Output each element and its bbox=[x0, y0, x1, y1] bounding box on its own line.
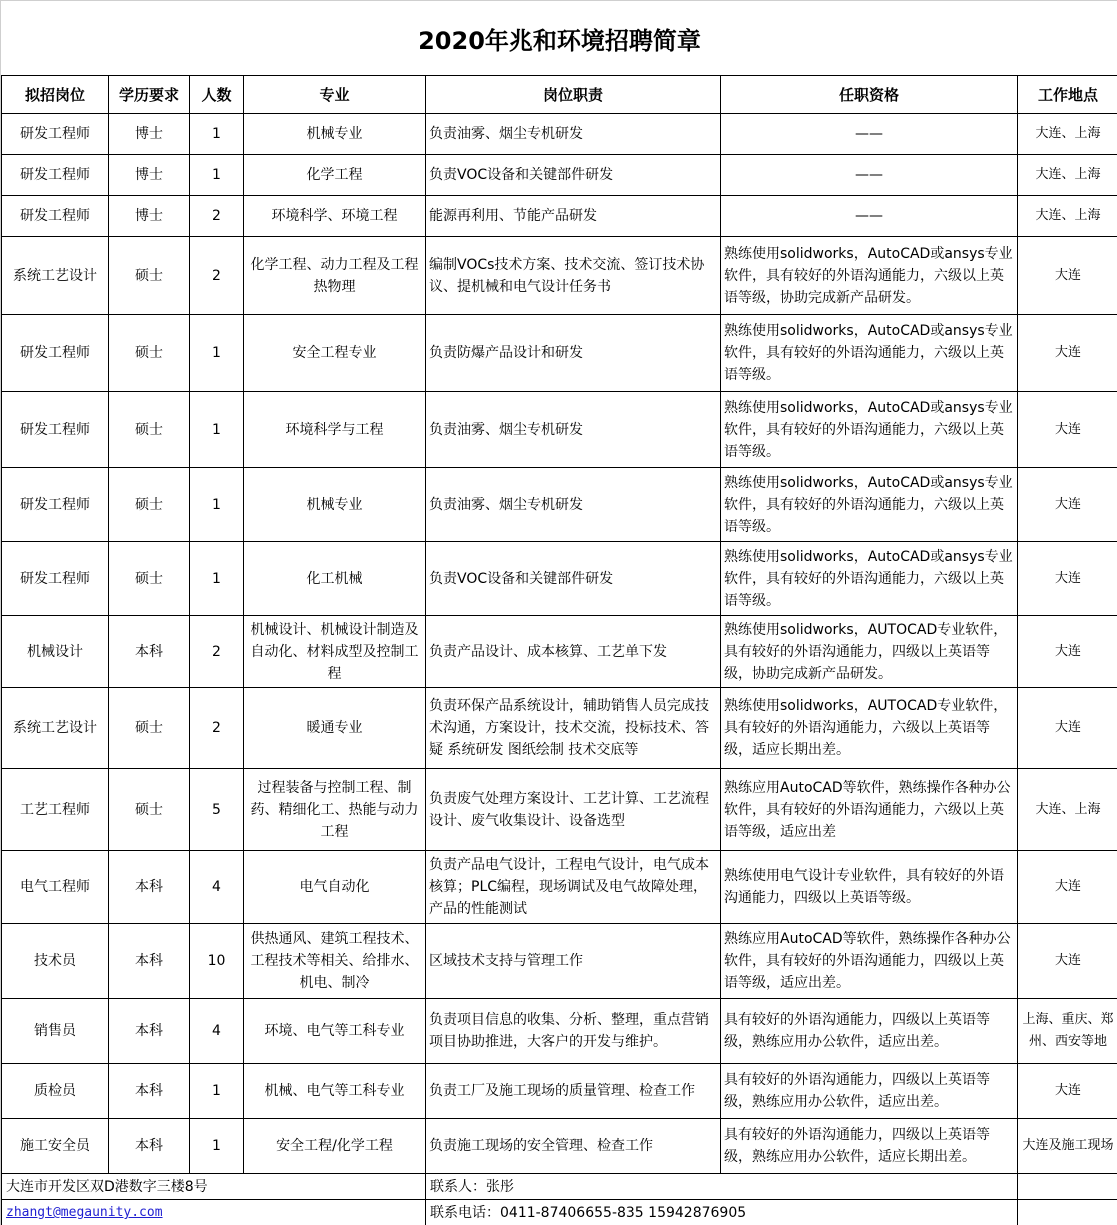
table-row bbox=[2, 196, 1117, 237]
cell-major: 机械专业 bbox=[244, 468, 426, 542]
column-header-major: 专业 bbox=[244, 76, 426, 114]
cell-location: 大连 bbox=[1018, 851, 1117, 924]
cell-major: 电气自动化 bbox=[244, 851, 426, 924]
cell-major: 机械专业 bbox=[244, 114, 426, 155]
empty-cell bbox=[1018, 1174, 1117, 1200]
cell-position: 研发工程师 bbox=[2, 114, 109, 155]
cell-qualification: —— bbox=[721, 155, 1018, 196]
cell-position: 研发工程师 bbox=[2, 196, 109, 237]
cell-major: 化工机械 bbox=[244, 542, 426, 616]
cell-location: 大连、上海 bbox=[1018, 155, 1117, 196]
cell-major: 环境科学与工程 bbox=[244, 392, 426, 468]
table-row bbox=[2, 999, 1117, 1064]
cell-duty: 负责产品电气设计，工程电气设计，电气成本核算；PLC编程，现场调试及电气故障处理，产品的性能测试 bbox=[426, 851, 721, 924]
table-row bbox=[2, 237, 1117, 315]
cell-degree: 本科 bbox=[109, 1119, 190, 1174]
column-header-duty: 岗位职责 bbox=[426, 76, 721, 114]
cell-location: 大连 bbox=[1018, 315, 1117, 392]
recruitment-table bbox=[1, 75, 1117, 1225]
cell-count: 1 bbox=[190, 155, 244, 196]
column-header-qualification: 任职资格 bbox=[721, 76, 1018, 114]
table-row bbox=[2, 542, 1117, 616]
contact-phone: 联系电话：0411-87406655-835 15942876905 bbox=[426, 1200, 1018, 1225]
footer-row-contact bbox=[2, 1200, 1117, 1225]
cell-degree: 本科 bbox=[109, 851, 190, 924]
cell-position: 质检员 bbox=[2, 1064, 109, 1119]
cell-count: 1 bbox=[190, 315, 244, 392]
contact-person: 联系人：张彤 bbox=[426, 1174, 1018, 1200]
cell-count: 1 bbox=[190, 1119, 244, 1174]
cell-count: 2 bbox=[190, 196, 244, 237]
cell-qualification: 熟练使用solidworks，AUTOCAD专业软件，具有较好的外语沟通能力，六级以上英语等级，适应长期出差。 bbox=[721, 688, 1018, 769]
cell-position: 研发工程师 bbox=[2, 155, 109, 196]
cell-qualification: 熟练使用solidworks，AutoCAD或ansys专业软件，具有较好的外语沟通能力，六级以上英语等级。 bbox=[721, 542, 1018, 616]
cell-count: 1 bbox=[190, 1064, 244, 1119]
cell-location: 大连及施工现场 bbox=[1018, 1119, 1117, 1174]
cell-duty: 负责油雾、烟尘专机研发 bbox=[426, 468, 721, 542]
cell-location: 大连、上海 bbox=[1018, 196, 1117, 237]
cell-location: 大连、上海 bbox=[1018, 114, 1117, 155]
cell-major: 过程装备与控制工程、制药、精细化工、热能与动力工程 bbox=[244, 769, 426, 851]
cell-count: 5 bbox=[190, 769, 244, 851]
cell-position: 系统工艺设计 bbox=[2, 237, 109, 315]
cell-major: 安全工程/化学工程 bbox=[244, 1119, 426, 1174]
cell-qualification: 熟练使用solidworks，AutoCAD或ansys专业软件，具有较好的外语沟通能力，六级以上英语等级。 bbox=[721, 315, 1018, 392]
footer-row-address bbox=[2, 1174, 1117, 1200]
cell-qualification: 熟练应用AutoCAD等软件，熟练操作各种办公软件，具有较好的外语沟通能力，六级以上英语等级，适应出差 bbox=[721, 769, 1018, 851]
cell-degree: 博士 bbox=[109, 196, 190, 237]
cell-qualification: 熟练使用solidworks，AutoCAD或ansys专业软件，具有较好的外语沟通能力，六级以上英语等级。 bbox=[721, 468, 1018, 542]
cell-degree: 硕士 bbox=[109, 468, 190, 542]
column-header-location: 工作地点 bbox=[1018, 76, 1117, 114]
cell-degree: 本科 bbox=[109, 1064, 190, 1119]
cell-qualification: 熟练使用solidworks，AutoCAD或ansys专业软件，具有较好的外语沟通能力，六级以上英语等级。 bbox=[721, 392, 1018, 468]
table-row bbox=[2, 1119, 1117, 1174]
cell-degree: 硕士 bbox=[109, 769, 190, 851]
cell-duty: 区域技术支持与管理工作 bbox=[426, 924, 721, 999]
cell-location: 上海、重庆、郑州、西安等地 bbox=[1018, 999, 1117, 1064]
cell-duty: 负责防爆产品设计和研发 bbox=[426, 315, 721, 392]
table-row bbox=[2, 155, 1117, 196]
company-address: 大连市开发区双D港数字三楼8号 bbox=[2, 1174, 426, 1200]
cell-position: 施工安全员 bbox=[2, 1119, 109, 1174]
cell-major: 化学工程 bbox=[244, 155, 426, 196]
cell-qualification: —— bbox=[721, 196, 1018, 237]
cell-position: 电气工程师 bbox=[2, 851, 109, 924]
table-row bbox=[2, 114, 1117, 155]
cell-major: 化学工程、动力工程及工程热物理 bbox=[244, 237, 426, 315]
cell-duty: 负责产品设计、成本核算、工艺单下发 bbox=[426, 616, 721, 688]
cell-location: 大连 bbox=[1018, 616, 1117, 688]
cell-duty: 负责环保产品系统设计，辅助销售人员完成技术沟通，方案设计，技术交流，投标技术、答疑 系统研发 图纸绘制 技术交底等 bbox=[426, 688, 721, 769]
table-row bbox=[2, 468, 1117, 542]
cell-position: 研发工程师 bbox=[2, 542, 109, 616]
cell-degree: 硕士 bbox=[109, 688, 190, 769]
cell-degree: 博士 bbox=[109, 155, 190, 196]
cell-location: 大连 bbox=[1018, 688, 1117, 769]
cell-degree: 硕士 bbox=[109, 315, 190, 392]
cell-position: 研发工程师 bbox=[2, 468, 109, 542]
table-row bbox=[2, 315, 1117, 392]
cell-position: 技术员 bbox=[2, 924, 109, 999]
cell-position: 研发工程师 bbox=[2, 315, 109, 392]
table-row bbox=[2, 851, 1117, 924]
table-row bbox=[2, 1064, 1117, 1119]
cell-degree: 硕士 bbox=[109, 542, 190, 616]
cell-location: 大连 bbox=[1018, 924, 1117, 999]
cell-position: 机械设计 bbox=[2, 616, 109, 688]
cell-major: 安全工程专业 bbox=[244, 315, 426, 392]
cell-count: 4 bbox=[190, 851, 244, 924]
cell-qualification: 熟练使用solidworks，AUTOCAD专业软件，具有较好的外语沟通能力，四级以上英语等级，协助完成新产品研发。 bbox=[721, 616, 1018, 688]
column-header-degree: 学历要求 bbox=[109, 76, 190, 114]
cell-duty: 能源再利用、节能产品研发 bbox=[426, 196, 721, 237]
cell-duty: 负责项目信息的收集、分析、整理，重点营销项目协助推进，大客户的开发与维护。 bbox=[426, 999, 721, 1064]
cell-qualification: —— bbox=[721, 114, 1018, 155]
cell-duty: 负责工厂及施工现场的质量管理、检查工作 bbox=[426, 1064, 721, 1119]
cell-position: 研发工程师 bbox=[2, 392, 109, 468]
cell-location: 大连 bbox=[1018, 1064, 1117, 1119]
table-row bbox=[2, 924, 1117, 999]
cell-qualification: 熟练应用AutoCAD等软件，熟练操作各种办公软件，具有较好的外语沟通能力，四级以上英语等级，适应出差。 bbox=[721, 924, 1018, 999]
cell-location: 大连 bbox=[1018, 237, 1117, 315]
cell-qualification: 熟练使用solidworks，AutoCAD或ansys专业软件，具有较好的外语沟通能力，六级以上英语等级，协助完成新产品研发。 bbox=[721, 237, 1018, 315]
cell-duty: 编制VOCs技术方案、技术交流、签订技术协议、提机械和电气设计任务书 bbox=[426, 237, 721, 315]
column-header-position: 拟招岗位 bbox=[2, 76, 109, 114]
cell-duty: 负责油雾、烟尘专机研发 bbox=[426, 114, 721, 155]
cell-location: 大连 bbox=[1018, 392, 1117, 468]
cell-major: 机械设计、机械设计制造及自动化、材料成型及控制工程 bbox=[244, 616, 426, 688]
empty-cell bbox=[1018, 1200, 1117, 1225]
cell-degree: 本科 bbox=[109, 999, 190, 1064]
cell-degree: 本科 bbox=[109, 616, 190, 688]
cell-duty: 负责VOC设备和关键部件研发 bbox=[426, 542, 721, 616]
cell-qualification: 具有较好的外语沟通能力，四级以上英语等级，熟练应用办公软件，适应长期出差。 bbox=[721, 1119, 1018, 1174]
cell-duty: 负责废气处理方案设计、工艺计算、工艺流程设计、废气收集设计、设备选型 bbox=[426, 769, 721, 851]
cell-duty: 负责施工现场的安全管理、检查工作 bbox=[426, 1119, 721, 1174]
cell-count: 2 bbox=[190, 237, 244, 315]
cell-count: 1 bbox=[190, 542, 244, 616]
cell-count: 4 bbox=[190, 999, 244, 1064]
table-row bbox=[2, 392, 1117, 468]
cell-location: 大连、上海 bbox=[1018, 769, 1117, 851]
cell-degree: 本科 bbox=[109, 924, 190, 999]
cell-duty: 负责油雾、烟尘专机研发 bbox=[426, 392, 721, 468]
table-row bbox=[2, 616, 1117, 688]
column-header-count: 人数 bbox=[190, 76, 244, 114]
cell-qualification: 具有较好的外语沟通能力，四级以上英语等级，熟练应用办公软件，适应出差。 bbox=[721, 1064, 1018, 1119]
cell-position: 系统工艺设计 bbox=[2, 688, 109, 769]
cell-duty: 负责VOC设备和关键部件研发 bbox=[426, 155, 721, 196]
cell-count: 2 bbox=[190, 616, 244, 688]
cell-major: 环境、电气等工科专业 bbox=[244, 999, 426, 1064]
cell-count: 1 bbox=[190, 114, 244, 155]
table-row bbox=[2, 688, 1117, 769]
cell-position: 工艺工程师 bbox=[2, 769, 109, 851]
cell-degree: 硕士 bbox=[109, 237, 190, 315]
page-title: 2020年兆和环境招聘简章 bbox=[418, 26, 701, 55]
cell-major: 暖通专业 bbox=[244, 688, 426, 769]
header-row bbox=[2, 76, 1117, 114]
cell-qualification: 具有较好的外语沟通能力，四级以上英语等级，熟练应用办公软件，适应出差。 bbox=[721, 999, 1018, 1064]
cell-count: 1 bbox=[190, 468, 244, 542]
cell-major: 机械、电气等工科专业 bbox=[244, 1064, 426, 1119]
cell-degree: 硕士 bbox=[109, 392, 190, 468]
cell-major: 环境科学、环境工程 bbox=[244, 196, 426, 237]
cell-location: 大连 bbox=[1018, 542, 1117, 616]
cell-position: 销售员 bbox=[2, 999, 109, 1064]
cell-qualification: 熟练使用电气设计专业软件，具有较好的外语沟通能力，四级以上英语等级。 bbox=[721, 851, 1018, 924]
cell-count: 2 bbox=[190, 688, 244, 769]
email-link[interactable]: zhangt@megaunity.com bbox=[2, 1200, 426, 1225]
cell-count: 1 bbox=[190, 392, 244, 468]
table-row bbox=[2, 769, 1117, 851]
cell-major: 供热通风、建筑工程技术、工程技术等相关、给排水、机电、制冷 bbox=[244, 924, 426, 999]
cell-count: 10 bbox=[190, 924, 244, 999]
cell-location: 大连 bbox=[1018, 468, 1117, 542]
cell-degree: 博士 bbox=[109, 114, 190, 155]
